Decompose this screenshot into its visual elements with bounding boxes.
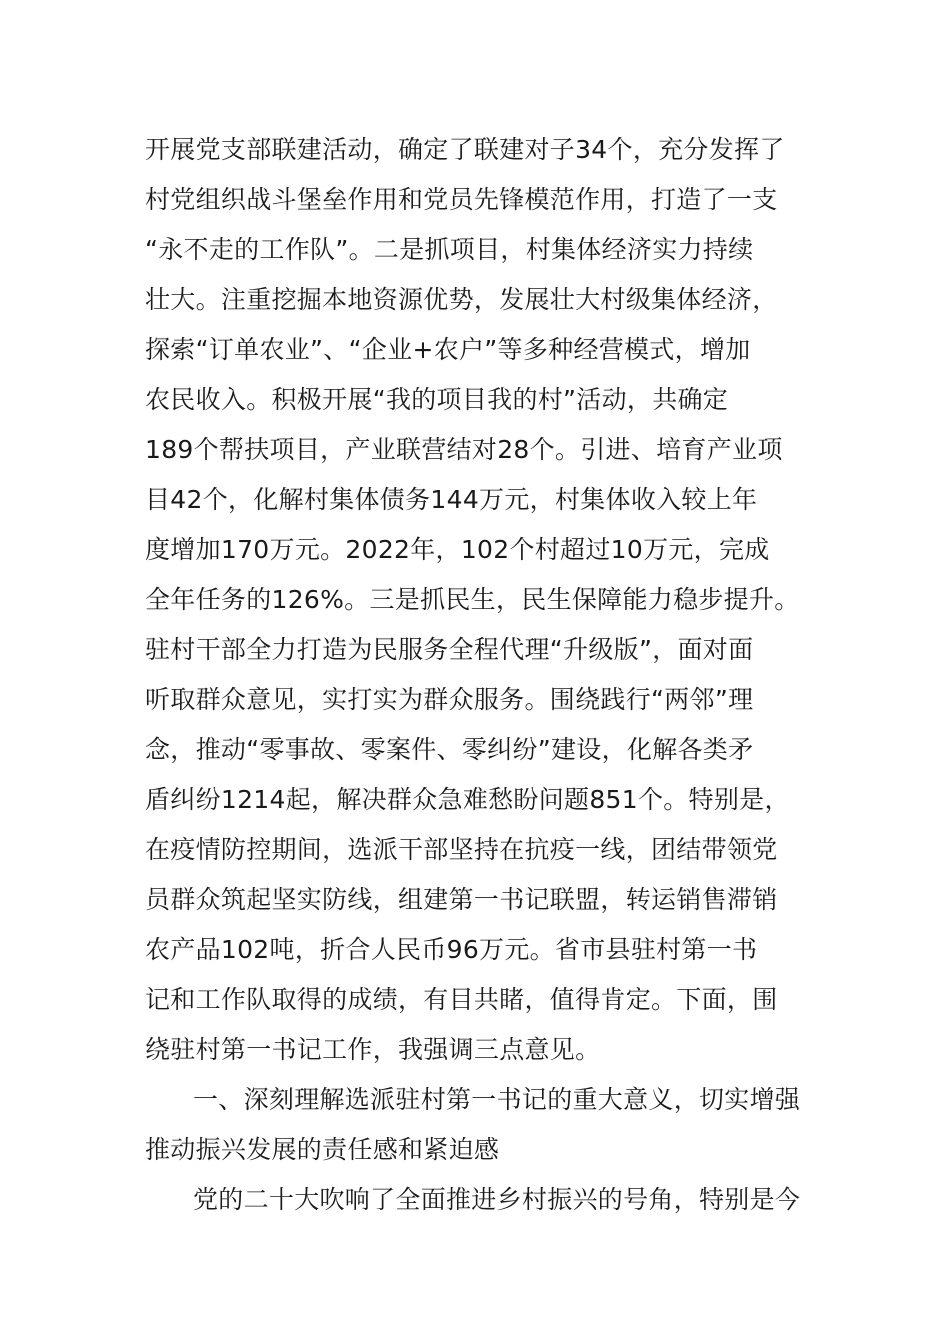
text-line: 记和工作队取得的成绩，有目共睹，值得肯定。下面，围 xyxy=(145,985,778,1014)
text-line: 听取群众意见，实打实为群众服务。围绕践行“两邻”理 xyxy=(145,685,754,714)
text-line: 目42个，化解村集体债务144万元，村集体收入较上年 xyxy=(145,485,758,514)
text-line: 念，推动“零事故、零案件、零纠纷”建设，化解各类矛 xyxy=(145,735,754,764)
text-line: 员群众筑起坚实防线，组建第一书记联盟，转运销售滞销 xyxy=(145,885,778,914)
text-line: 全年任务的126%。三是抓民生，民生保障能力稳步提升。 xyxy=(145,585,800,614)
text-line: 探索“订单农业”、“企业+农户”等多种经营模式，增加 xyxy=(145,335,751,364)
text-line: 农民收入。积极开展“我的项目我的村”活动，共确定 xyxy=(145,385,729,414)
text-line: 村党组织战斗堡垒作用和党员先锋模范作用，打造了一支 xyxy=(145,185,778,214)
text-line: 在疫情防控期间，选派干部坚持在抗疫一线，团结带领党 xyxy=(145,835,778,864)
text-line: 党的二十大吹响了全面推进乡村振兴的号角，特别是今 xyxy=(193,1185,801,1214)
text-line: 189个帮扶项目，产业联营结对28个。引进、培育产业项 xyxy=(145,435,783,464)
text-line: 开展党支部联建活动，确定了联建对子34个，充分发挥了 xyxy=(145,135,785,164)
text-line: 绕驻村第一书记工作，我强调三点意见。 xyxy=(145,1035,601,1064)
section-heading-line: 推动振兴发展的责任感和紧迫感 xyxy=(145,1135,500,1164)
text-line: 壮大。注重挖掘本地资源优势，发展壮大村级集体经济， xyxy=(145,285,778,314)
text-line: 农产品102吨，折合人民币96万元。省市县驻村第一书 xyxy=(145,935,758,964)
body-text xyxy=(145,125,815,1225)
text-line: 度增加170万元。2022年，102个村超过10万元，完成 xyxy=(145,535,770,564)
text-line: 驻村干部全力打造为民服务全程代理“升级版”，面对面 xyxy=(145,635,754,664)
text-line: 盾纠纷1214起，解决群众急难愁盼问题851个。特别是， xyxy=(145,785,790,814)
text-line: “永不走的工作队”。二是抓项目，村集体经济实力持续 xyxy=(145,235,754,264)
section-heading-line: 一、深刻理解选派驻村第一书记的重大意义，切实增强 xyxy=(193,1085,801,1114)
